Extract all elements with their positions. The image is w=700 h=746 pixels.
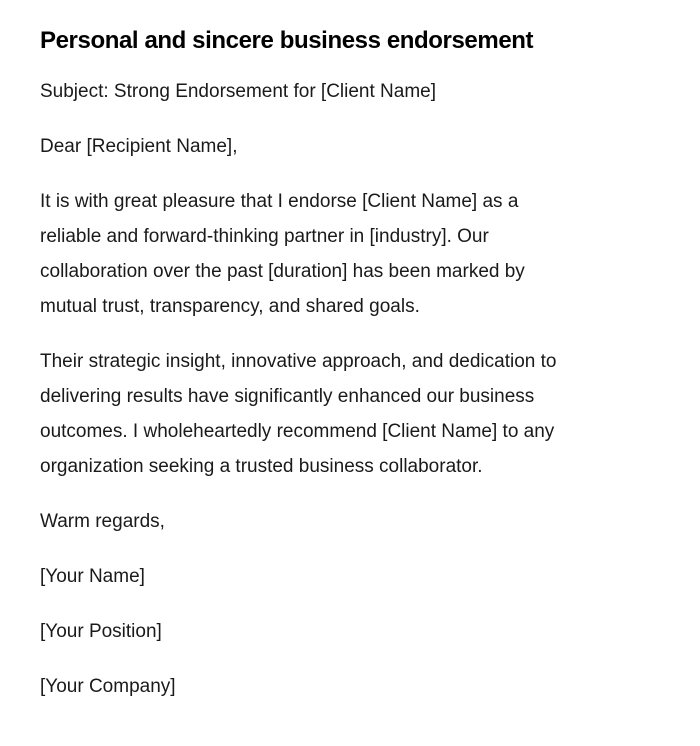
salutation: Dear [Recipient Name], [40, 136, 238, 157]
body-paragraph-2 [40, 344, 660, 484]
paragraph-1-line: reliable and forward-thinking partner in [industry]. Our [40, 226, 489, 247]
paragraph-2-line: delivering results have significantly enhanced our business [40, 386, 535, 407]
subject-line: Subject: Strong Endorsement for [Client Name] [40, 81, 437, 102]
signature-name: [Your Name] [40, 566, 145, 587]
paragraph-2-line: outcomes. I wholeheartedly recommend [Client Name] to any [40, 421, 555, 442]
paragraph-1-line: mutual trust, transparency, and shared goals. [40, 296, 420, 317]
document-title: Personal and sincere business endorsement [40, 27, 534, 54]
body-paragraph-1 [40, 184, 660, 324]
paragraph-1-line: It is with great pleasure that I endorse [Client Name] as a [40, 191, 519, 212]
paragraph-2-line: Their strategic insight, innovative approach, and dedication to [40, 351, 557, 372]
signature-company: [Your Company] [40, 676, 176, 697]
closing: Warm regards, [40, 511, 165, 532]
signature-position: [Your Position] [40, 621, 162, 642]
paragraph-2-line: organization seeking a trusted business collaborator. [40, 456, 483, 477]
paragraph-1-line: collaboration over the past [duration] has been marked by [40, 261, 525, 282]
